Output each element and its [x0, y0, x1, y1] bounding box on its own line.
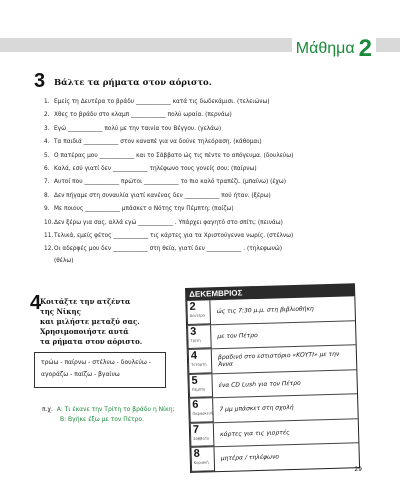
page-number: 29 — [354, 466, 362, 473]
calendar-row: 6 Παρασκευή 7 μμ μπάσκετ στη σχολή — [189, 394, 358, 423]
lesson-number: 2 — [358, 35, 372, 62]
verb-box — [34, 352, 166, 388]
exercise-3-list — [44, 96, 384, 265]
exercise-4-number: 4 — [30, 292, 42, 314]
example-answer: Β: Βγήκε έξω με τον Πέτρο. — [60, 416, 144, 423]
calendar-note: ένα CD Lush για τον Πέτρο — [218, 379, 301, 389]
calendar-note: 7 μμ μπάσκετ στη σχολή — [219, 404, 294, 414]
calendar-note: με τον Πέτρο — [217, 331, 258, 340]
list-item: 10.Δεν ξέρω για σας, αλλά εγώ ____________ . Υπάρχει φαγητό στο σπίτι; (πεινάω) — [44, 219, 283, 226]
list-item: 12.Οι αδερφές μου δεν ____________ στη θεία, γιατί δεν ____________ . (τηλεφωνώ) (θέλω) — [44, 246, 282, 264]
exercise-3-number: 3 — [34, 70, 46, 92]
example-dialogue — [42, 405, 175, 425]
list-item: 6. Καλά, εσύ γιατί δεν ____________ τηλέφωνο τους γονείς σου; (παίρνω) — [44, 166, 257, 173]
calendar-note: κάρτες για τις γιορτές — [220, 428, 290, 438]
calendar-row: 5 Πέμπτη ένα CD Lush για τον Πέτρο — [188, 370, 357, 399]
lesson-label — [292, 35, 376, 62]
exercise-3-title: Βάλτε τα ρήματα στον αόριστο. — [54, 78, 212, 88]
calendar-note: μητέρα / τηλέφωνο — [220, 453, 280, 463]
example-prefix: π.χ. — [42, 406, 53, 413]
list-item: 5. Ο πατέρας μου ____________ και το Σάββατο ώς τις πέντε το απόγευμα. (δουλεύω) — [44, 152, 294, 159]
list-item: 7. Αυτοί που ____________ πρώτοι ____________ το πιο καλό τραπέζι. (μπαίνω) (έχω) — [44, 179, 286, 186]
list-item: 9. Με ποιους ____________ μπάσκετ ο Νότης την Πέμπτη; (παίζω) — [44, 206, 234, 213]
calendar-row: 7 Σάββατο κάρτες για τις γιορτές — [190, 419, 359, 448]
lesson-word: Μάθημα — [295, 40, 355, 57]
list-item: 3. Εγώ ____________ πολύ με την ταινία του Βέγγου. (γελάω) — [44, 125, 222, 132]
example-question: Α: Τι έκανε την Τρίτη το βράδυ η Νίκη; — [56, 406, 175, 413]
agenda-calendar — [185, 283, 360, 472]
calendar-row: 2 Δευτέρα ώς τις 7:30 μ.μ. στη βιβλιοθήκη — [186, 296, 355, 325]
list-item: 1. Εμείς τη Δευτέρα το βράδυ ____________ κατά τις δωδεκάμισι. (τελειώνω) — [44, 99, 270, 105]
list-item: 2. Χθες το βράδυ στο κλαμπ ____________ πολύ ωραία. (περνάω) — [44, 112, 232, 119]
calendar-note: βραδινό στο εστιατόριο «ΚΟΥΤΙ» με την Άννα — [217, 350, 340, 368]
list-item: 4. Τα παιδιά ____________ στον καναπέ για να δούνε τηλεόραση. (κάθομαι) — [44, 139, 262, 146]
calendar-row: 4 Τετάρτη βραδινό στο εστιατόριο «ΚΟΥΤΙ» με την Άννα — [188, 345, 357, 374]
list-item: 11.Τελικά, εμείς φέτος ____________ τις κάρτες για τα Χριστούγεννα νωρίς. (στέλνω) — [44, 233, 294, 240]
calendar-row: 3 Τρίτη με τον Πέτρο — [187, 321, 356, 350]
calendar-row: 8 Κυριακή μητέρα / τηλέφωνο — [190, 443, 359, 471]
calendar-note: ώς τις 7:30 μ.μ. στη βιβλιοθήκη — [216, 305, 314, 316]
verb-line: τρώω - παίρνω - στέλνω - δουλεύω - — [41, 359, 151, 366]
list-item: 8. Δεν πήγαμε στη συναυλία γιατί κανένας δεν ____________ πού ήταν. (ξέρω) — [44, 192, 271, 199]
verb-line: αγοράζω - παίζω - βγαίνω — [41, 371, 120, 378]
exercise-4-title: Κοιτάξτε την ατζέντα της Νίκης και μιλήστε μεταξύ σας. Χρησιμοποιήστε αυτά τα ρήματα στον αόριστο. — [40, 297, 143, 346]
calendar-month: ΔΕΚΕΜΒΡΙΟΣ — [185, 283, 355, 301]
